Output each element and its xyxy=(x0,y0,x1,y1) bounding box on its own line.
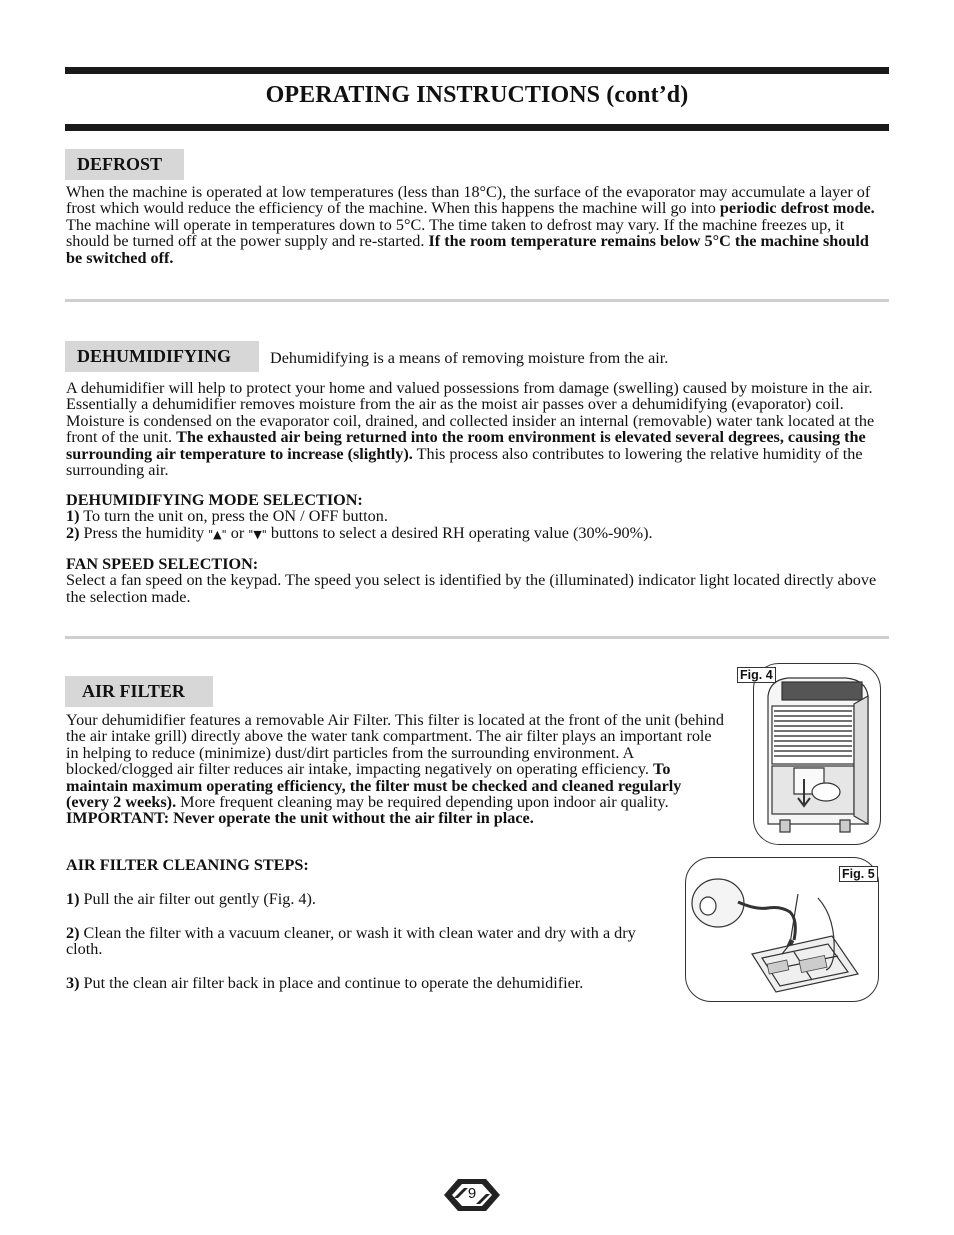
humidity-up-icon: "▲" xyxy=(208,527,227,541)
defrost-heading: DEFROST xyxy=(65,149,184,180)
air-filter-paragraph: Your dehumidifier features a removable Air Filter. This filter is located at the front of the unit (behind the air intake grill) directly above the water tank compartment. The air filter plays an important role in helping to reduce (minimize) dust/dirt particles from the surrounding environment. A blocked/clogged air filter reduces air intake, impacting negatively on operating efficiency. To maintain maximum operating efficiency, the filter must be checked and cleaned regularly (every 2 weeks). More frequent cleaning may be required depending upon indoor air quality. IMPORTANT: Never operate the unit without the air filter in place. xyxy=(66,711,724,828)
air-filter-heading: AIR FILTER xyxy=(65,676,213,707)
dehumidifying-heading: DEHUMIDIFYING xyxy=(65,341,259,372)
dehumidifier-filter-illustration xyxy=(754,664,880,844)
mode-selection-block xyxy=(66,492,888,543)
figure-4 xyxy=(753,663,881,845)
page-title: OPERATING INSTRUCTIONS (cont’d) xyxy=(265,82,689,108)
mode-selection-heading: DEHUMIDIFYING MODE SELECTION: xyxy=(66,491,363,509)
header-bottom-rule xyxy=(65,124,889,131)
cleaning-step-3: 3) Put the clean air filter back in place and continue to operate the dehumidifier. xyxy=(66,973,584,992)
dehumidifying-paragraph: A dehumidifier will help to protect your home and valued possessions from damage (swelling) caused by moisture in the air. Essentially a dehumidifier removes moisture from the air as the moist air passes over a dehumidifying (evaporator) coil. Moisture is condensed on the evaporator coil, drained, and collected insider an internal (removable) water tank located at the front of the unit. The exhausted air being returned into the room environment is elevated several degrees, causing the surrounding air temperature to increase (slightly). This process also contributes to lowering the relative humidity of the surrounding air. xyxy=(66,379,875,480)
cleaning-steps xyxy=(66,857,666,991)
fan-speed-text: Select a fan speed on the keypad. The speed you select is identified by the (illuminated) indicator light located directly above the selection made. xyxy=(66,571,877,606)
page-number: 9 xyxy=(467,1185,477,1202)
humidity-down-icon: "▼" xyxy=(248,527,267,541)
section-divider xyxy=(65,636,889,639)
air-filter-important: IMPORTANT: Never operate the unit without the air filter in place. xyxy=(66,809,534,828)
figure-5-label: Fig. 5 xyxy=(839,866,878,882)
cleaning-steps-heading: AIR FILTER CLEANING STEPS: xyxy=(66,856,309,874)
section-divider xyxy=(65,299,889,302)
fan-speed-block xyxy=(66,556,888,605)
cleaning-step-2: 2) Clean the filter with a vacuum cleaner, or wash it with clean water and dry with a dry cloth. xyxy=(66,923,636,959)
mode-step-2: 2) Press the humidity "▲" or "▼" buttons to select a desired RH operating value (30%-90%). xyxy=(66,523,653,542)
dehumidifying-intro: Dehumidifying is a means of removing moisture from the air. xyxy=(270,349,669,367)
cleaning-step-1: 1) Pull the air filter out gently (Fig. 4). xyxy=(66,890,316,909)
fan-speed-heading: FAN SPEED SELECTION: xyxy=(66,555,259,573)
figure-4-label: Fig. 4 xyxy=(737,667,776,683)
defrost-paragraph: When the machine is operated at low temperatures (less than 18°C), the surface of the evaporator may accumulate a layer of frost which would reduce the efficiency of the machine. When this happens the machine will go into periodic defrost mode. The machine will operate in temperatures down to 5°C. The time taken to defrost may vary. If the machine freezes up, it should be turned off at the power supply and re-started. If the room temperature remains below 5°C the machine should be switched off. xyxy=(66,183,875,267)
mode-step-1: 1) To turn the unit on, press the ON / OFF button. xyxy=(66,507,388,526)
header-top-rule xyxy=(65,67,889,74)
